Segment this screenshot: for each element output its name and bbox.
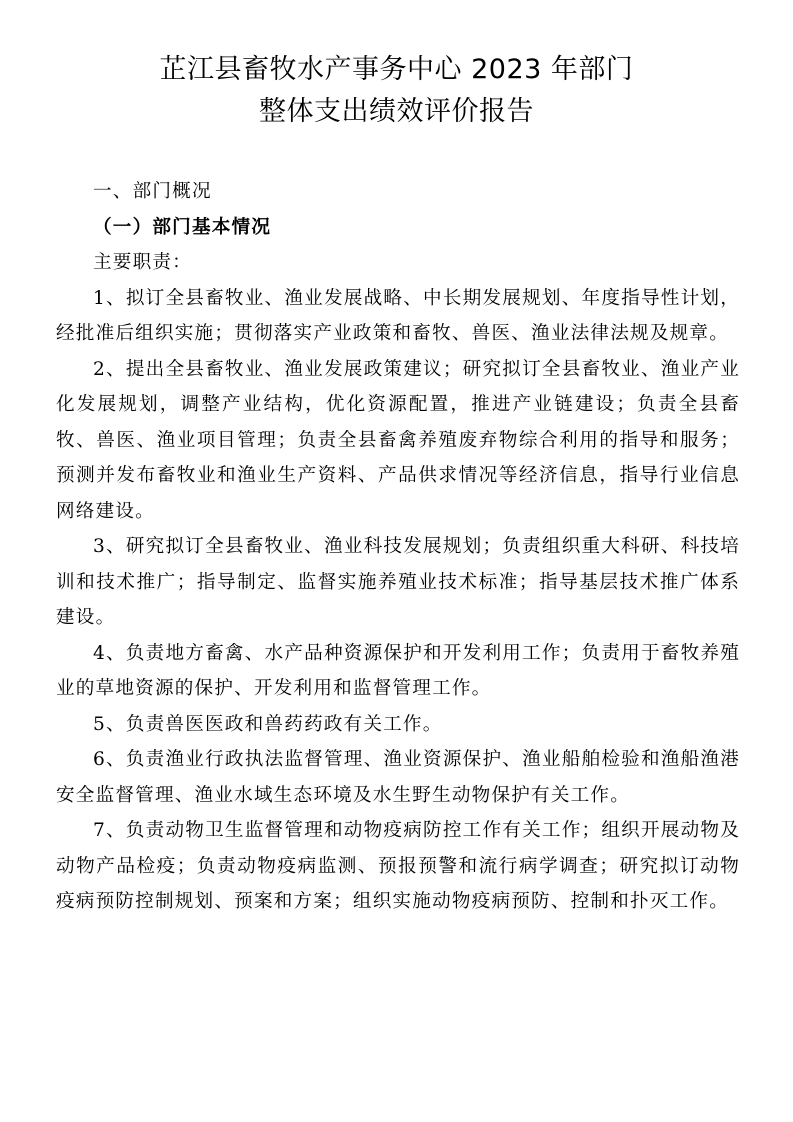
duty-paragraph-1: 1、拟订全县畜牧业、渔业发展战略、中长期发展规划、年度指导性计划，经批准后组织实施；贯彻落实产业政策和畜牧、兽医、渔业法律法规及规章。 (56, 287, 740, 344)
duty-paragraph-2: 2、提出全县畜牧业、渔业发展政策建议；研究拟订全县畜牧业、渔业产业化发展规划，调整产业结构，优化资源配置，推进产业链建设；负责全县畜牧、兽医、渔业项目管理；负责全县畜禽养殖废弃物综合利用的指导和服务；预测并发布畜牧业和渔业生产资料、产品供求情况等经济信息，指导行业信息网络建设。 (56, 358, 740, 522)
document-body (56, 174, 740, 920)
section-heading: 一、部门概况 (93, 181, 212, 202)
duty-paragraph-3: 3、研究拟订全县畜牧业、渔业科技发展规划；负责组织重大科研、科技培训和技术推广；指导制定、监督实施养殖业技术标准；指导基层技术推广体系建设。 (56, 536, 740, 628)
duty-paragraph-7: 7、负责动物卫生监督管理和动物疫病防控工作有关工作；组织开展动物及动物产品检疫；负责动物疫病监测、预报预警和流行病学调查；研究拟订动物疫病预防控制规划、预案和方案；组织实施动物疫病预防、控制和扑灭工作。 (56, 820, 740, 912)
duty-paragraph-4: 4、负责地方畜禽、水产品种资源保护和开发利用工作；负责用于畜牧养殖业的草地资源的保护、开发利用和监督管理工作。 (56, 642, 740, 699)
duty-paragraph-5: 5、负责兽医医政和兽药药政有关工作。 (93, 713, 443, 735)
document-title-line2: 整体支出绩效评价报告 (259, 96, 534, 127)
subsection-heading: （一）部门基本情况 (93, 216, 272, 238)
duty-paragraph-6: 6、负责渔业行政执法监督管理、渔业资源保护、渔业船舶检验和渔船渔港安全监督管理、渔业水域生态环境及水生野生动物保护有关工作。 (56, 749, 740, 806)
document-title-line1: 芷江县畜牧水产事务中心 2023 年部门 (159, 54, 634, 85)
duties-label: 主要职责： (93, 252, 192, 273)
